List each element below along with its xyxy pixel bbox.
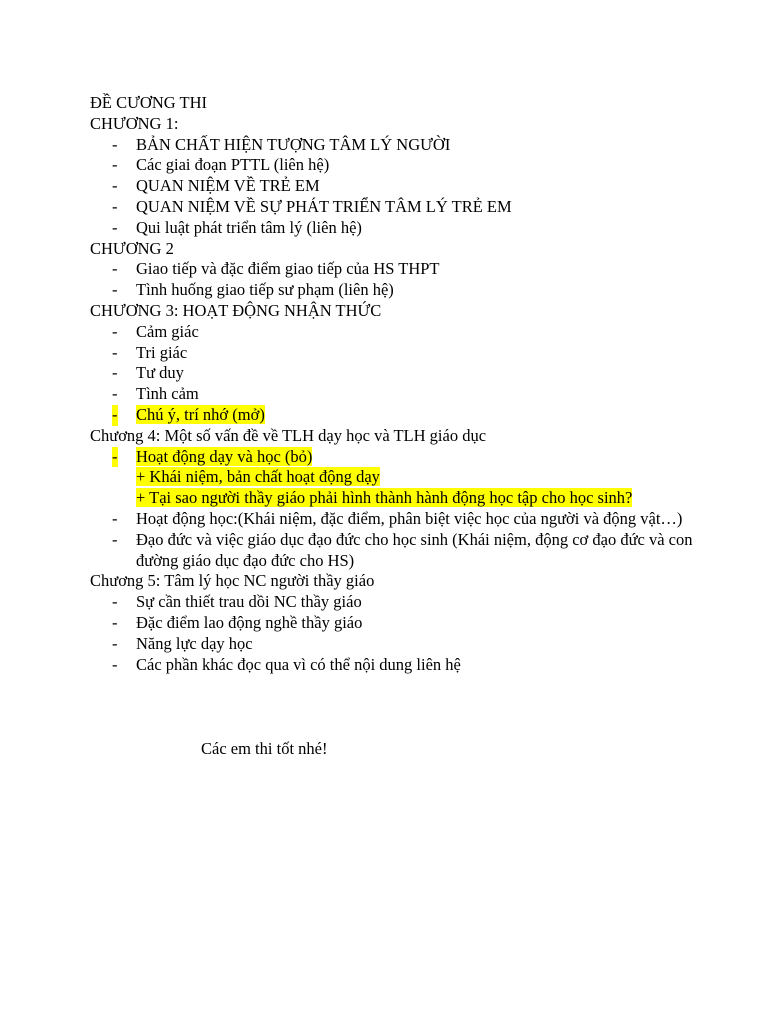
list-item bbox=[90, 197, 690, 218]
chapter-4-heading: Chương 4: Một số vấn đề về TLH dạy học và TLH giáo dục bbox=[90, 425, 487, 445]
document-body bbox=[90, 93, 693, 675]
list-item bbox=[90, 343, 690, 364]
document-title: ĐỀ CƯƠNG THI bbox=[90, 93, 207, 112]
list-item-text: Qui luật phát triển tâm lý (liên hệ) bbox=[136, 217, 362, 237]
dash-bullet: - bbox=[112, 342, 118, 362]
dash-bullet: - bbox=[112, 321, 118, 341]
list-item-text: Tình cảm bbox=[136, 384, 199, 404]
list-item-highlighted bbox=[90, 405, 690, 426]
list-item bbox=[90, 592, 690, 613]
list-item-text: Năng lực dạy học bbox=[136, 633, 253, 653]
list-item-text: Giao tiếp và đặc điểm giao tiếp của HS THPT bbox=[136, 259, 440, 279]
sub-item-highlighted bbox=[90, 488, 690, 509]
list-item-text: Cảm giác bbox=[136, 321, 199, 341]
list-item-text: Tình huống giao tiếp sư phạm (liên hệ) bbox=[136, 280, 394, 300]
dash-bullet: - bbox=[112, 384, 118, 404]
list-item bbox=[90, 259, 690, 280]
list-item-text: Đặc điểm lao động nghề thầy giáo bbox=[136, 612, 363, 632]
list-item bbox=[90, 384, 690, 405]
dash-bullet: - bbox=[112, 217, 118, 237]
sub-item-text: + Khái niệm, bản chất hoạt động dạy bbox=[136, 467, 380, 487]
dash-bullet: - bbox=[112, 592, 118, 612]
closing-note: Các em thi tốt nhé! bbox=[201, 739, 328, 758]
list-item bbox=[90, 530, 696, 572]
list-item-text: BẢN CHẤT HIỆN TƯỢNG TÂM LÝ NGƯỜI bbox=[136, 134, 451, 154]
list-item bbox=[90, 176, 690, 197]
list-item bbox=[90, 322, 690, 343]
list-item bbox=[90, 509, 696, 530]
list-item-text: QUAN NIỆM VỀ TRẺ EM bbox=[136, 176, 320, 196]
list-item-text: Hoạt động học:(Khái niệm, đặc điểm, phân biệt việc học của người và động vật…) bbox=[136, 508, 683, 528]
list-item bbox=[90, 634, 690, 655]
list-item-text: Đạo đức và việc giáo dục đạo đức cho học sinh (Khái niệm, động cơ đạo đức và con đường giáo dục đạo đức cho HS) bbox=[136, 529, 693, 570]
dash-bullet: - bbox=[112, 529, 118, 549]
list-item bbox=[90, 363, 690, 384]
dash-bullet: - bbox=[112, 612, 118, 632]
list-item bbox=[90, 613, 690, 634]
dash-bullet: - bbox=[112, 508, 118, 528]
list-item-text: Chú ý, trí nhớ (mở) bbox=[136, 404, 265, 424]
list-item-text: Hoạt động dạy và học (bỏ) bbox=[136, 446, 313, 466]
sub-item-highlighted bbox=[90, 467, 690, 488]
chapter-1-heading: CHƯƠNG 1: bbox=[90, 113, 179, 133]
list-item-text: Tri giác bbox=[136, 342, 188, 362]
dash-bullet: - bbox=[112, 404, 118, 424]
list-item-text: QUAN NIỆM VỀ SỰ PHÁT TRIỂN TÂM LÝ TRẺ EM bbox=[136, 196, 512, 216]
dash-bullet: - bbox=[112, 259, 118, 279]
dash-bullet: - bbox=[112, 446, 118, 466]
dash-bullet: - bbox=[112, 654, 118, 674]
list-item bbox=[90, 218, 690, 239]
dash-bullet: - bbox=[112, 196, 118, 216]
list-item bbox=[90, 280, 690, 301]
chapter-2-heading: CHƯƠNG 2 bbox=[90, 238, 174, 258]
list-item-highlighted bbox=[90, 447, 690, 468]
dash-bullet: - bbox=[112, 176, 118, 196]
list-item bbox=[90, 155, 690, 176]
dash-bullet: - bbox=[112, 280, 118, 300]
sub-item-text: + Tại sao người thầy giáo phải hình thành hành động học tập cho học sinh? bbox=[136, 488, 633, 508]
list-item bbox=[90, 655, 690, 676]
dash-bullet: - bbox=[112, 363, 118, 383]
chapter-3-heading: CHƯƠNG 3: HOẠT ĐỘNG NHẬN THỨC bbox=[90, 300, 382, 320]
list-item-text: Các giai đoạn PTTL (liên hệ) bbox=[136, 155, 330, 175]
dash-bullet: - bbox=[112, 633, 118, 653]
dash-bullet: - bbox=[112, 134, 118, 154]
dash-bullet: - bbox=[112, 155, 118, 175]
list-item bbox=[90, 135, 690, 156]
chapter-5-heading: Chương 5: Tâm lý học NC người thầy giáo bbox=[90, 571, 375, 591]
list-item-text: Các phần khác đọc qua vì có thể nội dung liên hệ bbox=[136, 654, 461, 674]
list-item-text: Sự cần thiết trau dồi NC thầy giáo bbox=[136, 592, 362, 612]
list-item-text: Tư duy bbox=[136, 363, 184, 383]
